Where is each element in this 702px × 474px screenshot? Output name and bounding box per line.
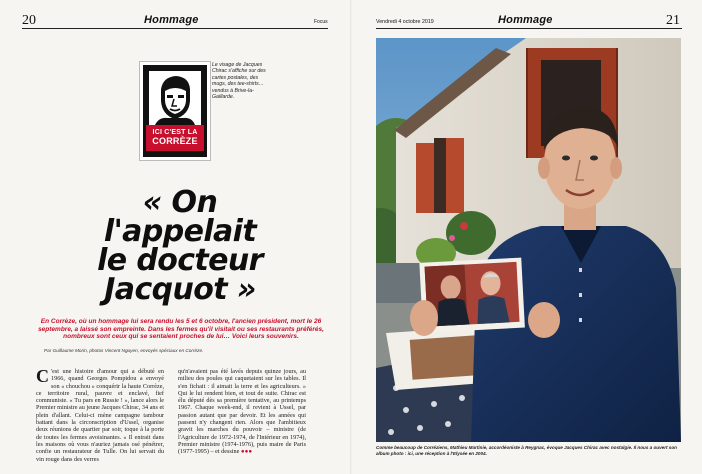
chirac-poster — [140, 62, 210, 160]
chapo: En Corrèze, où un hommage lui sera rendu les 5 et 6 octobre, l'ancien président, mort le 26 septembre, a laissé son empreinte. Dans les fermes qu'il visitait ou ses restaurants préférés, nombreux sont ceux qui se sentaient proches de lui… Voici leurs souvenirs. — [38, 318, 324, 341]
left-header-rule — [22, 28, 328, 29]
headline — [30, 185, 330, 307]
body-column-1 — [36, 368, 164, 463]
headline-line2: l'appelait — [103, 214, 257, 249]
dropcap: C — [36, 366, 49, 386]
poster-banner-line2: CORRÈZE — [152, 136, 198, 146]
issue-date: Vendredi 4 octobre 2019 — [376, 19, 434, 25]
headline-line4: Jacquot » — [104, 272, 256, 307]
right-header-rule — [376, 28, 682, 29]
poster-banner — [146, 125, 204, 151]
body-column-1-text: 'est une histoire d'amour qui a débuté en 1966, quand Georges Pompidou a envoyé son « chouchou » conquérir la haute Corrèze, ce territoire rural, pauvre et enclavé, fief communiste. « Tu pars en Russie ! », lance alors le Premier ministre au jeune Jacques Chirac, 34 ans et plein d'allant. Celui-ci mène campagne tambour battant dans la circonscription d'Ussel, organise deux réunions de quartier par soir, toque à la porte de toutes les fermes avoisinantes. « Il entrait dans les maisons où vous n'auriez jamais osé pénétrer, confie un restaurateur de Tulle. On lui servait du vin rouge dans des verres — [36, 368, 164, 463]
left-rubric: Hommage — [144, 14, 199, 26]
byline: Par Guillaume Morin, photos Vincent Nguyen, envoyés spéciaux en Corrèze. — [44, 348, 204, 353]
portrait-photo-illustration — [376, 38, 681, 442]
poster-banner-line1: ICI C'EST LA — [152, 129, 198, 136]
continue-marker: ●●● — [240, 448, 253, 456]
headline-line1: « On — [142, 185, 218, 220]
poster-caption: Le visage de Jacques Chirac s'affiche sur des cartes postales, des mugs, des tee-shirts… vendus à Brive-la-Gaillarde. — [212, 62, 266, 101]
right-page-number: 21 — [666, 13, 680, 28]
right-rubric: Hommage — [498, 14, 553, 26]
body-column-2-text: qu'n'avaient pas été lavés depuis quinze jours, au milieu des poules qui caquetaient sur les tables. Il s'en fichait : il aimait la terre et les agriculteurs. » Qui le lui rendent bien, et tout de suite. Chirac est élu député dès sa première tentative, au printemps 1967. Chaque week-end, il revient à Ussel, par passion autant que par devoir. Et les années qui passent n'y changent rien. Alors que l'ambitieux gravit les marches du pouvoir – ministre (de l'Agriculture de 1972-1974, de l'Intérieur en 1974), Premier ministre (1974-1976), puis maire de Paris (1977-1995) – et dessine — [178, 368, 306, 456]
photo-caption: Comme beaucoup de Corréziens, Mathieu Martinie, accordéoniste à Reygnac, évoque Jacques Chirac avec nostalgie. Il nous a ouvert son album photo : ici, une réception à l'Elysée en 2004. — [376, 445, 677, 456]
portrait-photo — [376, 38, 681, 442]
section-tag: Focus — [314, 19, 328, 25]
headline-line3: le docteur — [97, 243, 263, 278]
chirac-portrait-icon — [149, 71, 201, 125]
body-column-2 — [178, 368, 306, 456]
gutter — [350, 0, 352, 474]
left-page-number: 20 — [22, 13, 36, 28]
